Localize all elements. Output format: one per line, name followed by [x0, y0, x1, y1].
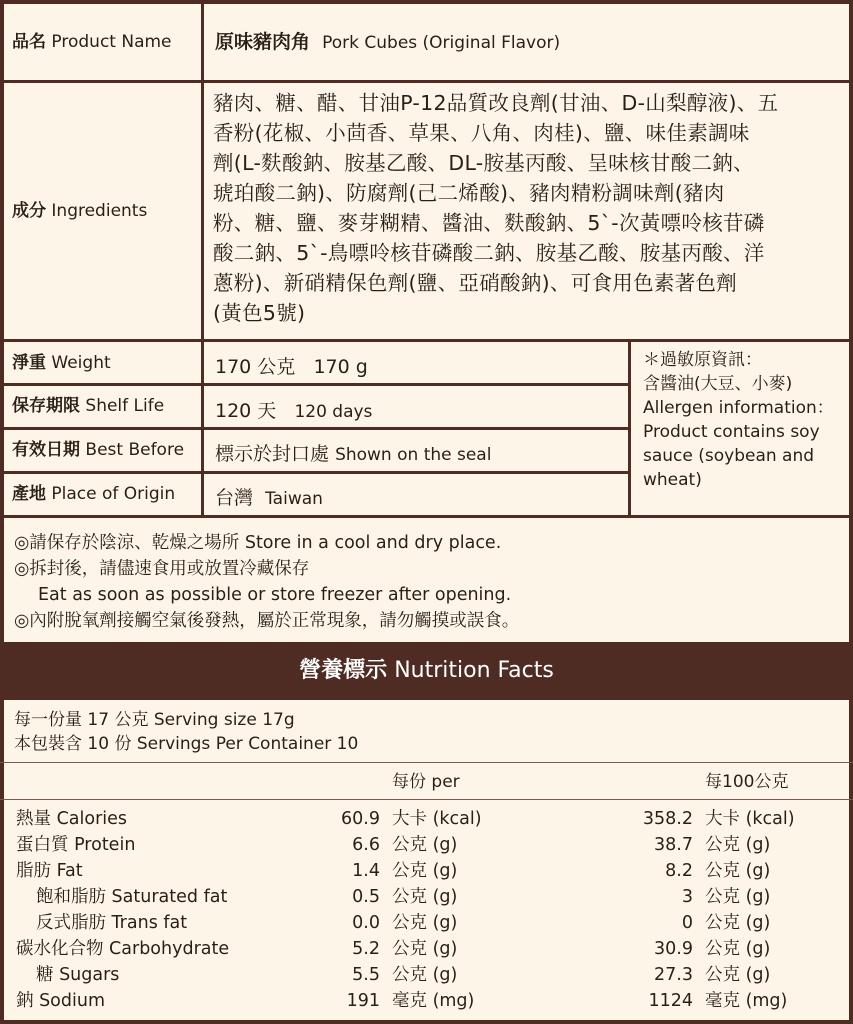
ingredients-line: 酸二鈉、5`-鳥嘌呤核苷磷酸二鈉、胺基乙酸、胺基丙酸、洋 [213, 241, 765, 265]
ingredients-line: 劑(L-麩酸鈉、胺基乙酸、DL-胺基丙酸、呈味核甘酸二鈉、 [213, 151, 754, 175]
divider [0, 762, 853, 763]
divider [0, 80, 853, 83]
nutrition-facts-header: 營養標示 Nutrition Facts [0, 642, 853, 700]
note-line: ◎內附脫氧劑接觸空氣後發熱，屬於正常現象，請勿觸摸或誤食。 [14, 611, 520, 631]
ingredients-text [213, 88, 841, 328]
divider [0, 799, 853, 800]
divider [628, 339, 631, 518]
ingredients-label: 成分 Ingredients [12, 201, 148, 221]
nutrition-row: 糖 Sugars 5.5 公克 (g) 27.3 公克 (g) [36, 965, 771, 985]
origin-value: 台灣 Taiwan [215, 487, 323, 509]
ingredients-line: 豬肉、糖、醋、甘油P-12品質改良劑(甘油、D-山梨醇液)、五 [213, 91, 779, 115]
allergen-line: 含醬油(大豆、小麥) [643, 374, 793, 394]
divider [0, 515, 853, 518]
column-header-per-serving: 每份 per [392, 772, 460, 792]
divider [0, 471, 628, 474]
ingredients-line: 蔥粉)、新硝精保色劑(鹽、亞硝酸鈉)、可食用色素著色劑 [213, 271, 738, 295]
product-name-label: 品名 Product Name [12, 32, 172, 52]
divider [201, 0, 204, 518]
best-before-label: 有效日期 Best Before [12, 440, 185, 460]
nutrition-row: 熱量 Calories 60.9 大卡 (kcal) 358.2 大卡 (kcal) [16, 809, 795, 829]
ingredients-line: 琥珀酸二鈉)、防腐劑(己二烯酸)、豬肉精粉調味劑(豬肉 [213, 181, 725, 205]
weight-label: 淨重 Weight [12, 353, 111, 373]
best-before-value: 標示於封口處 Shown on the seal [215, 443, 492, 465]
ingredients-line: 香粉(花椒、小茴香、草果、八角、肉桂)、鹽、味佳素調味 [213, 121, 750, 145]
ingredients-line: (黃色5號) [213, 301, 306, 325]
allergen-line: wheat) [643, 470, 702, 490]
note-line: Eat as soon as possible or store freezer after opening. [38, 585, 512, 605]
nutrition-row: 飽和脂肪 Saturated fat 0.5 公克 (g) 3 公克 (g) [36, 887, 771, 907]
nutrition-row: 鈉 Sodium 191 毫克 (mg) 1124 毫克 (mg) [16, 991, 788, 1011]
divider [0, 339, 853, 342]
weight-value: 170 公克 170 g [215, 356, 368, 378]
divider [0, 427, 628, 430]
nutrition-row: 碳水化合物 Carbohydrate 5.2 公克 (g) 30.9 公克 (g) [16, 939, 771, 959]
divider [0, 383, 628, 386]
origin-label: 產地 Place of Origin [12, 484, 176, 504]
shelf-life-value: 120 天 120 days [215, 400, 373, 422]
allergen-info [643, 348, 843, 492]
allergen-line: Product contains soy [643, 422, 820, 442]
note-line: ◎請保存於陰涼、乾燥之場所 Store in a cool and dry place. [14, 533, 502, 553]
note-line: ◎拆封後，請儘速食用或放置冷藏保存 [14, 559, 310, 579]
column-header-per-100g: 每100公克 [705, 772, 789, 792]
storage-notes [14, 530, 844, 634]
serving-size: 每一份量 17 公克 Serving size 17g [14, 710, 295, 730]
ingredients-line: 粉、糖、鹽、麥芽糊精、醬油、麩酸鈉、5`-次黃嘌呤核苷磷 [213, 211, 765, 235]
allergen-line: Allergen information： [643, 398, 834, 418]
serving-info [14, 708, 358, 756]
servings-per-container: 本包裝含 10 份 Servings Per Container 10 [14, 734, 359, 754]
nutrition-row: 蛋白質 Protein 6.6 公克 (g) 38.7 公克 (g) [16, 835, 771, 855]
shelf-life-label: 保存期限 Shelf Life [12, 396, 165, 416]
allergen-line: sauce (soybean and [643, 446, 815, 466]
product-name-value: 原味豬肉角 Pork Cubes (Original Flavor) [215, 31, 561, 53]
nutrition-row: 脂肪 Fat 1.4 公克 (g) 8.2 公克 (g) [16, 861, 771, 881]
allergen-line: ＊過敏原資訊： [643, 350, 762, 370]
nutrition-row: 反式脂肪 Trans fat 0.0 公克 (g) 0 公克 (g) [36, 913, 771, 933]
